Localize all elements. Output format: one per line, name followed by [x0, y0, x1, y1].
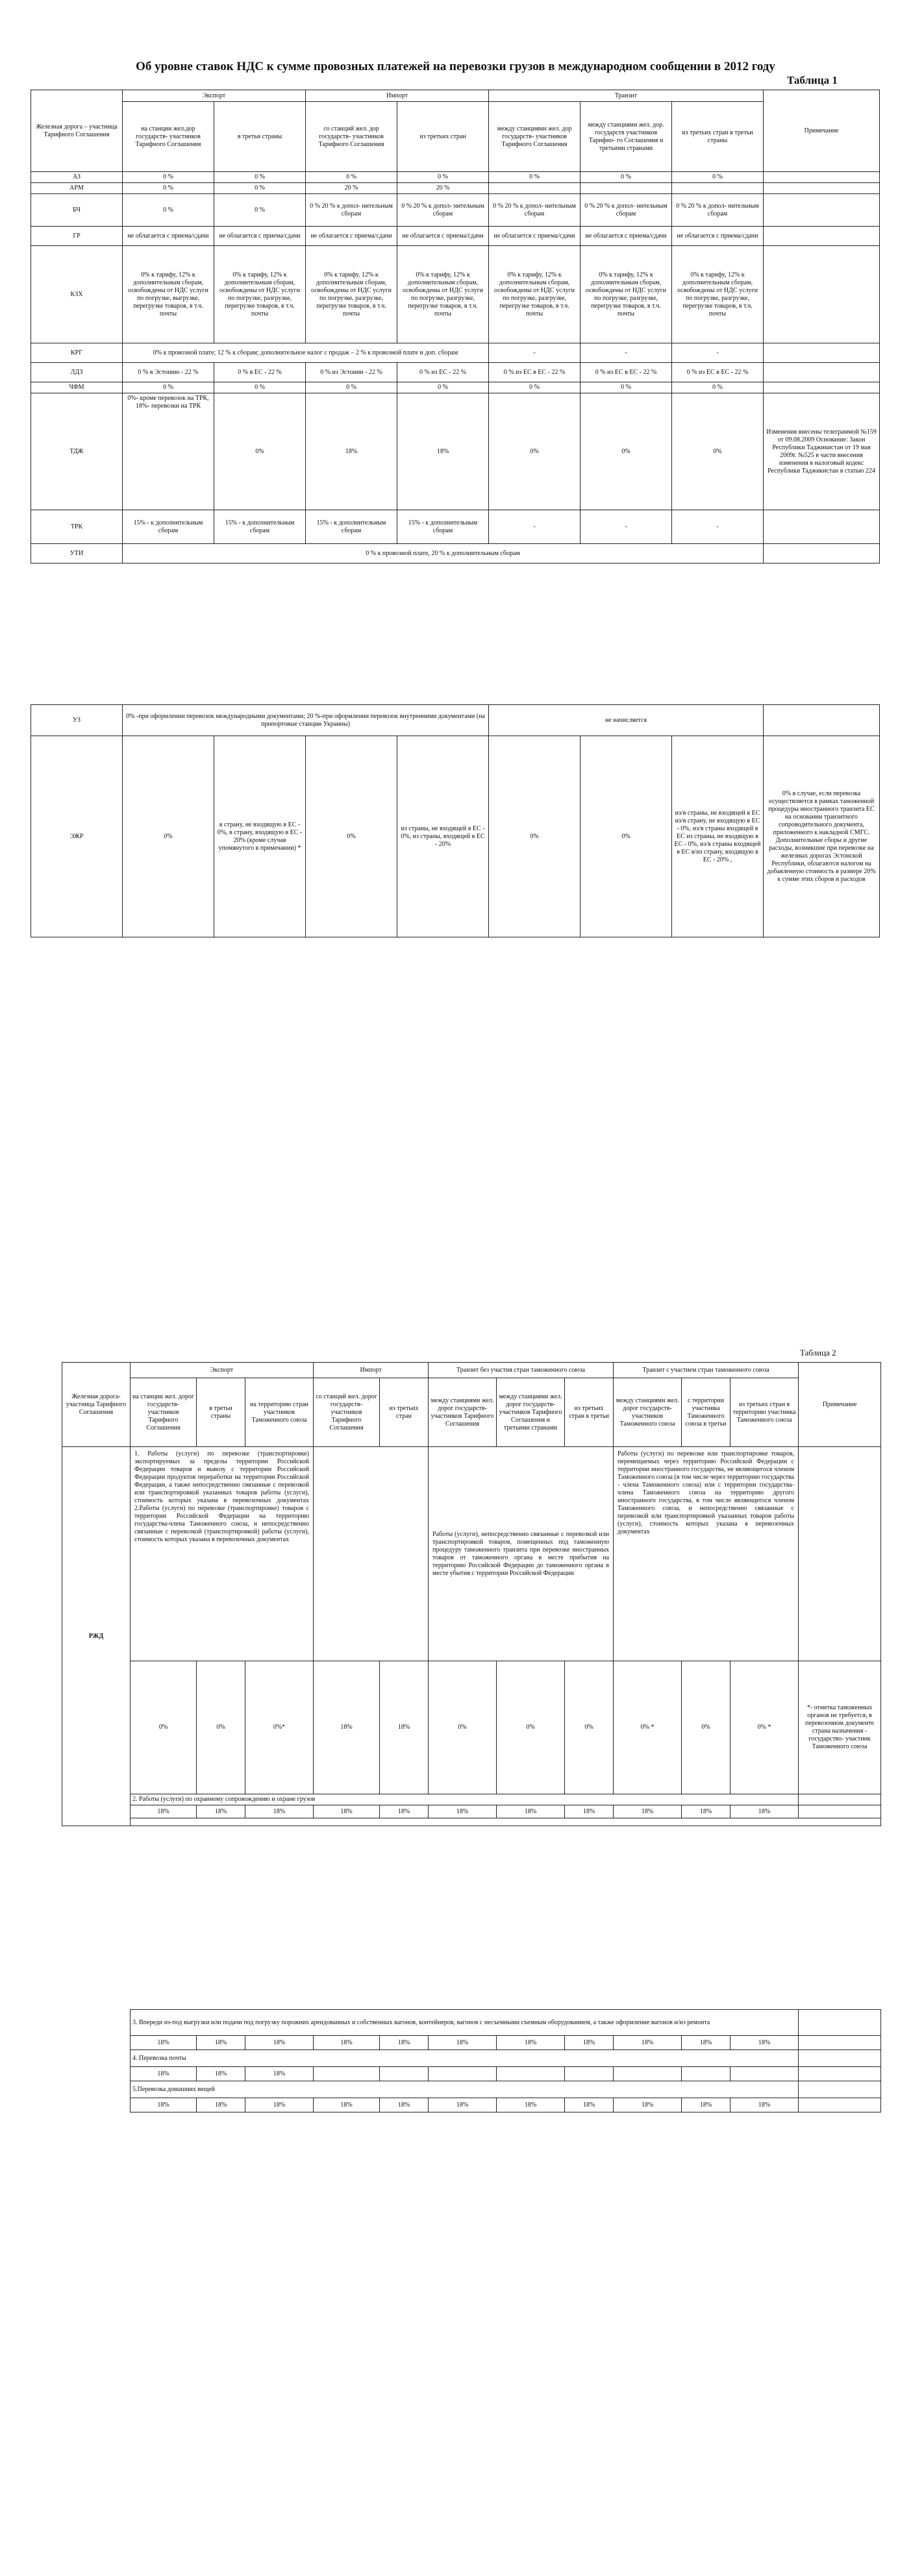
- rate-cell: 18%: [682, 2098, 730, 2112]
- row-name: БЧ: [31, 194, 123, 227]
- cell: 15% - к дополнительным сборам: [123, 510, 214, 544]
- rate-cell: 18%: [245, 2067, 314, 2081]
- cell: 0 %: [214, 172, 306, 183]
- cell: не облагается с приема/сдачи: [306, 227, 397, 246]
- table-row: [31, 343, 880, 363]
- row-name: ТРК: [31, 510, 123, 544]
- cell: 0%: [123, 736, 214, 937]
- table-row: [62, 1661, 881, 1794]
- rate-cell: 0%*: [245, 1661, 314, 1794]
- cell-note: Изменения внесены телеграммой №159 от 09.08.2009 Основание: Закон Республики Таджикистан от 19 мая 2009г. №525 в части внесения изменения в налоговый кодекс Республики Таджикистан в статью 224: [764, 393, 880, 510]
- rate-cell: 18%: [565, 2036, 614, 2050]
- cell: 0 %: [489, 172, 580, 183]
- spacer: [131, 1818, 881, 1826]
- rate-cell: 18%: [429, 2098, 497, 2112]
- cell-span: 0% к провозной плате; 12 % к сборам; дополнительное налог с продаж – 2 % к провозной плате и доп. сборам: [123, 343, 489, 363]
- cell: 0 %: [580, 382, 672, 393]
- rate-cell: 18%: [730, 2036, 799, 2050]
- cell: [314, 2067, 380, 2081]
- cell: -: [580, 343, 672, 363]
- cell: 0 %: [672, 172, 764, 183]
- cell: 0% к тарифу, 12% к дополнительным сборам, освобождены от НДС услуги по погрузке, разгрузке, перегрузке товаров, в т.ч. почты: [489, 246, 580, 343]
- rate-cell: 18%: [497, 2098, 565, 2112]
- cell: -: [672, 343, 764, 363]
- table2-label: Таблица 2: [800, 1348, 836, 1357]
- header-col: между станциями жел. дорог государств- участников Таможенного союза: [614, 1378, 682, 1447]
- rate-cell: 18%: [245, 2098, 314, 2112]
- cell: 0%: [672, 393, 764, 510]
- cell: 0 %: [397, 382, 489, 393]
- table-row: [31, 183, 880, 194]
- vat-table-1: [31, 90, 880, 564]
- rate-cell: 18%: [730, 2098, 799, 2112]
- table-row: [31, 736, 880, 937]
- cell: 0 %: [214, 183, 306, 194]
- rate-cell: 18%: [314, 2098, 380, 2112]
- rate-cell: 0%: [682, 1661, 730, 1794]
- cell: из/в страны, не входящей в ЕС из/в страну, не входящую в ЕС - 0%, из/в страны входящей в ЕС из страны, не входящую в ЕС - 0%, из/в страны входящей в ЕС в/из страну, входящую в ЕС - 20% ,: [672, 736, 764, 937]
- table-row: [131, 2036, 881, 2050]
- cell: [429, 2067, 497, 2081]
- table-row: [31, 194, 880, 227]
- group-import: Импорт: [314, 1363, 429, 1378]
- row-name: АЗ: [31, 172, 123, 183]
- cell-note: [764, 510, 880, 544]
- table-row: [62, 1805, 881, 1818]
- cell-note: [799, 1447, 881, 1661]
- cell: [565, 2067, 614, 2081]
- cell: 20 %: [397, 183, 489, 194]
- cell: 0 %: [306, 172, 397, 183]
- rate-cell: 18%: [429, 2036, 497, 2050]
- row-name-rjd: РЖД: [62, 1447, 131, 1826]
- cell: 0 % 20 % к допол- нительным сборам: [580, 194, 672, 227]
- cell: 0%: [580, 393, 672, 510]
- header-col: между станциями жел. дорог государств- участников Тарифного Соглашения и третьими странами: [497, 1378, 565, 1447]
- rate-cell: 18%: [429, 1805, 497, 1818]
- cell-note: 0% в случае, если перевозка осуществляется в рамках таможенной процедуры иностранного транзита ЕС на основании транзитного сопроводительного документа, приложенного к накладной СМГС. Дополнительные сборы и другие расходы, возникшие при перевозке на железных дорогах Эстонской Республики, облагаются налогом на добавленную стоимость в размере 20% к сумме этих сборов и расходов: [764, 736, 880, 937]
- header-col: между станциями жел. дор государств- участников Тарифного Соглашения: [489, 102, 580, 172]
- row-name: УТИ: [31, 544, 123, 564]
- rate-cell: 18%: [131, 2098, 197, 2112]
- cell-note: [799, 2098, 881, 2112]
- header-railway: Железная дорога- участница Тарифного Соглашения: [62, 1363, 131, 1447]
- cell: 0 % 20 % к допол- нительным сборам: [672, 194, 764, 227]
- group-transit-no-customs: Транзит без участия стран таможенного союза: [429, 1363, 614, 1378]
- header-col: из третьих стран в третьи: [565, 1378, 614, 1447]
- rate-cell: 18%: [614, 1805, 682, 1818]
- group-export: Экспорт: [131, 1363, 314, 1378]
- cell-span: 0% -при оформлении перевозок международными документами; 20 %-при оформлении перевозок внутренними документами (на припортовые станции Украины): [123, 705, 489, 736]
- table-row: [131, 2067, 881, 2081]
- rate-cell: 18%: [131, 1805, 197, 1818]
- cell: [380, 2067, 429, 2081]
- cell: -: [580, 510, 672, 544]
- rate-cell: 18%: [497, 2036, 565, 2050]
- cell: 0 % в ЕС - 22 %: [214, 363, 306, 382]
- rate-cell: 18%: [314, 1805, 380, 1818]
- section-label: 2. Работы (услуги) по охранному сопровождению и охране грузов: [131, 1794, 799, 1805]
- cell-note: [764, 194, 880, 227]
- cell: 0 %: [214, 382, 306, 393]
- rate-cell: 18%: [380, 1661, 429, 1794]
- cell-note: [764, 183, 880, 194]
- rate-cell: 18%: [565, 2098, 614, 2112]
- page-title: Об уровне ставок НДС к сумме провозных платежей на перевозки грузов в международном сообщении в 2012 году: [136, 60, 775, 73]
- row-name: ЧФМ: [31, 382, 123, 393]
- cell-transit-yes-text: Работы (услуги) по перевозке или транспортировке товаров, перемещаемых через территорию Российской Федерации с территории иностранного государства, не являющегося членом Таможенного союза (в том числе через территорию государства - члена Таможенного союза) или с территории государства-члена Таможенного союза на территорию другого иностранного государства, в том числе являющегося членом Таможенного союза, и непосредственно связанные с перевозкой или транспортировкой указанных товаров работы (услуги), стоимость которых указана в перевозочных документах: [614, 1447, 799, 1661]
- cell-note: [764, 705, 880, 736]
- cell-note: [764, 343, 880, 363]
- header-col: из третьих стран в территорию участника Таможенного союза: [730, 1378, 799, 1447]
- cell: [489, 183, 580, 194]
- cell: 0% к тарифу, 12% к дополнительным сборам, освобождены от НДС услуги по погрузке, разгрузке, перегрузке товаров, в т.ч. почты: [397, 246, 489, 343]
- cell-span: 0 % к провозной плате, 20 % к дополнительным сборам: [123, 544, 764, 564]
- rate-cell: 0%: [497, 1661, 565, 1794]
- cell: 0 % в Эстонию - 22 %: [123, 363, 214, 382]
- rate-cell: 18%: [197, 2036, 245, 2050]
- header-railway: Железная дорога – участница Тарифного Соглашения: [31, 90, 123, 172]
- header-col: на станции жел. дорог государств- участников Тарифного Соглашения: [131, 1378, 197, 1447]
- cell: 0%: [580, 736, 672, 937]
- rate-cell: 18%: [245, 2036, 314, 2050]
- rate-cell: 18%: [614, 2036, 682, 2050]
- cell-note: [799, 1794, 881, 1805]
- cell: 0% к тарифу, 12% к дополнительным сборам, освобождены от НДС услуги по погрузке, разгрузке, перегрузке товаров, в т.ч. почты: [580, 246, 672, 343]
- cell-note: [764, 227, 880, 246]
- cell: 0 % из ЕС - 22 %: [397, 363, 489, 382]
- group-export: Экспорт: [123, 90, 306, 102]
- rate-cell: 18%: [197, 2098, 245, 2112]
- table-row: [131, 2010, 881, 2036]
- table-row: [31, 172, 880, 183]
- cell-note: [764, 382, 880, 393]
- table-row: [62, 1447, 881, 1661]
- cell: 0 % из ЕС в ЕС - 22 %: [580, 363, 672, 382]
- cell: 0 % из ЕС в ЕС - 22 %: [672, 363, 764, 382]
- header-col: между станциями жел. дор. государств участников Тарифно- го Соглашения и третьими странами: [580, 102, 672, 172]
- header-col: на станции жел.дор государств- участников Тарифного Соглашения: [123, 102, 214, 172]
- header-col: на территорию стран участников Таможенного союза: [245, 1378, 314, 1447]
- cell: из страны, не входящей в ЕС - 0%, из страны, входящей в ЕС - 20%: [397, 736, 489, 937]
- cell: 0 %: [672, 382, 764, 393]
- rate-cell: 18%: [314, 1661, 380, 1794]
- header-col: в третьи страны: [214, 102, 306, 172]
- cell: -: [672, 510, 764, 544]
- rate-cell: 18%: [497, 1805, 565, 1818]
- cell-export-text: 1. Работы (услуги) по перевозке (транспортировке) экспортируемых за пределы территории Российской Федерации товаров и вывозу с территории Российской Федерации продуктов переработки на территории Российской Федерации, а также непосредственно связанные с перевозкой или транспортировкой указанных товаров работы (услуги), стоимость которых указана в перевозочных документах 2.Работы (услуги) по перевозке (транспортировке) товаров с территории Российской Федерации на территорию государства-члена Таможенного союза, и непосредственно связанные с перевозкой (транспортировкой) работы (услуги), стоимость которых указана в перевозочных документах: [131, 1447, 314, 1661]
- cell: 0 % из Эстонии - 22 %: [306, 363, 397, 382]
- cell: 0% к тарифу, 12% к дополнительным сборам, освобождены от НДС услуги по погрузке, разгрузке, перегрузке товаров, в т.ч. почты: [672, 246, 764, 343]
- rate-cell: 18%: [380, 2036, 429, 2050]
- cell: [614, 2067, 682, 2081]
- cell: в страну, не входящую в ЕС - 0%, в страну, входящую в ЕС - 20% (кроме случая упомянутого в примечании) *: [214, 736, 306, 937]
- cell: не облагается с приема/сдачи: [214, 227, 306, 246]
- table-row: [31, 363, 880, 382]
- header-col: в третьи страны: [197, 1378, 245, 1447]
- rate-cell: 0%: [131, 1661, 197, 1794]
- row-name: ТДЖ: [31, 393, 123, 510]
- cell-note: [799, 1805, 881, 1818]
- cell: [682, 2067, 730, 2081]
- cell: 15% - к дополнительным сборам: [306, 510, 397, 544]
- table-row: [131, 2050, 881, 2067]
- cell: [672, 183, 764, 194]
- cell: -: [489, 343, 580, 363]
- cell: [730, 2067, 799, 2081]
- row-name: КРГ: [31, 343, 123, 363]
- rate-cell: 0%: [197, 1661, 245, 1794]
- cell-transit-no-text: Работы (услуги), непосредственно связанные с перевозкой или транспортировкой товаров, помещенных под таможенную процедуру таможенного транзита при перевозке иностранных товаров от таможенного органа в месте прибытия на территорию Российской Федерации до таможенного органа в месте убытия с территории Российской Федерации: [429, 1447, 614, 1661]
- cell-note: [799, 2010, 881, 2036]
- cell: 0%: [489, 393, 580, 510]
- table1-label: Таблица 1: [787, 74, 838, 86]
- group-transit-customs: Транзит с участием стран таможенного союза: [614, 1363, 799, 1378]
- rate-cell: 18%: [614, 2098, 682, 2112]
- cell-note: [799, 2036, 881, 2050]
- table-row: [31, 382, 880, 393]
- cell-note: [764, 544, 880, 564]
- rate-cell: 0%: [429, 1661, 497, 1794]
- rate-cell: 0%: [565, 1661, 614, 1794]
- vat-table-2-continued: [130, 2009, 881, 2112]
- rate-cell: 18%: [565, 1805, 614, 1818]
- row-name: ЭЖР: [31, 736, 123, 937]
- vat-table-1-continued: [31, 704, 880, 937]
- header-col: со станций жел. дорог государств- участников Тарифного Соглашения: [314, 1378, 380, 1447]
- cell-note: [764, 246, 880, 343]
- cell-note: [764, 172, 880, 183]
- cell: 0%: [306, 736, 397, 937]
- cell: 0%: [214, 393, 306, 510]
- rate-cell: 0% *: [614, 1661, 682, 1794]
- cell: 0 % 20 % к допол- нительным сборам: [306, 194, 397, 227]
- table-row: [62, 1794, 881, 1805]
- row-name: ЛДЗ: [31, 363, 123, 382]
- table-row: [31, 393, 880, 510]
- rate-cell: 18%: [245, 1805, 314, 1818]
- rate-cell: 18%: [197, 2067, 245, 2081]
- row-name: ГР: [31, 227, 123, 246]
- group-transit: Транзит: [489, 90, 764, 102]
- table-row: [31, 544, 880, 564]
- cell: 0 %: [306, 382, 397, 393]
- table-row: [131, 2098, 881, 2112]
- cell: 0 %: [580, 172, 672, 183]
- cell: не облагается с приема/сдачи: [123, 227, 214, 246]
- cell: не облагается с приема/сдачи: [397, 227, 489, 246]
- header-col: из третьих стран: [380, 1378, 429, 1447]
- table-row: [131, 2081, 881, 2098]
- cell-span: не начисляется: [489, 705, 764, 736]
- rate-cell: 18%: [682, 1805, 730, 1818]
- vat-table-2: [62, 1362, 881, 1826]
- cell: не облагается с приема/сдачи: [489, 227, 580, 246]
- cell: 0 %: [214, 194, 306, 227]
- cell: 0 %: [123, 172, 214, 183]
- cell: 0% к тарифу, 12% к дополнительным сборам, освобождены от НДС услуги по погрузке, выгрузке, перегрузке товаров, в т.ч. почты: [123, 246, 214, 343]
- group-import: Импорт: [306, 90, 489, 102]
- section-label: 3. Впереди из-под выгрузки или подачи под погрузку порожних арендованных и собственных вагонов, контейнеров, вагонов с несъемными съемным оборудованием, а также оформление вагонов и/из ремонта: [131, 2010, 799, 2036]
- header-col: из третьих стран в третьи страны: [672, 102, 764, 172]
- cell: 0% к тарифу, 12% к дополнительным сборам, освобождены от НДС услуги по погрузке, разгрузке, перегрузке товаров, в т.ч. почты: [214, 246, 306, 343]
- header-note: Примечание: [764, 90, 880, 172]
- cell-note: [799, 2081, 881, 2098]
- header-col: из третьих стран: [397, 102, 489, 172]
- table-row: [31, 227, 880, 246]
- rate-cell: 18%: [131, 2067, 197, 2081]
- table-row: [31, 246, 880, 343]
- cell: 0 %: [489, 382, 580, 393]
- row-name: АРМ: [31, 183, 123, 194]
- cell: 18%: [397, 393, 489, 510]
- rate-cell: 18%: [380, 1805, 429, 1818]
- cell: 20 %: [306, 183, 397, 194]
- table-row: [31, 510, 880, 544]
- rate-cell: 18%: [131, 2036, 197, 2050]
- cell: 0% к тарифу, 12% к дополнительным сборам, освобождены от НДС услуги по погрузке, разгрузке, перегрузке товаров, в т.ч. почты: [306, 246, 397, 343]
- rate-cell: 18%: [197, 1805, 245, 1818]
- rate-cell: 18%: [380, 2098, 429, 2112]
- rate-cell: 0% *: [730, 1661, 799, 1794]
- rate-cell: 18%: [314, 2036, 380, 2050]
- cell: [314, 1447, 429, 1661]
- cell: не облагается с приема/сдачи: [580, 227, 672, 246]
- cell: не облагается с приема/сдачи: [672, 227, 764, 246]
- cell: 15% - к дополнительным сборам: [214, 510, 306, 544]
- header-col: с территории участника Таможенного союза в третьи: [682, 1378, 730, 1447]
- cell: 0 %: [123, 183, 214, 194]
- cell-note: [799, 2050, 881, 2067]
- cell: 0%: [489, 736, 580, 937]
- row-name: УЗ: [31, 705, 123, 736]
- cell: 0 %: [123, 194, 214, 227]
- cell: 0 % 20 % к допол- нительным сборам: [489, 194, 580, 227]
- cell: 18%: [306, 393, 397, 510]
- cell: 0 % 20 % к допол- нительным сборам: [397, 194, 489, 227]
- cell: 0 % из ЕС в ЕС - 22 %: [489, 363, 580, 382]
- cell: [497, 2067, 565, 2081]
- cell: -: [489, 510, 580, 544]
- cell: 0%- кроме перевозок на ТРК, 18%- перевозки на ТРК: [123, 393, 214, 510]
- cell: 15% - к дополнительным сборам: [397, 510, 489, 544]
- row-name: КЗХ: [31, 246, 123, 343]
- cell: 0 %: [397, 172, 489, 183]
- rate-cell: 18%: [730, 1805, 799, 1818]
- cell-note: [799, 2067, 881, 2081]
- cell: 0 %: [123, 382, 214, 393]
- section-label: 5.Перевозка домашних вещей: [131, 2081, 799, 2098]
- section-label: 4. Перевозка почты: [131, 2050, 799, 2067]
- header-col: со станций жел. дор государств- участников Тарифного Соглашения: [306, 102, 397, 172]
- cell: [580, 183, 672, 194]
- header-col: между станциями жел. дорог государств- участников Тарифного Соглашения: [429, 1378, 497, 1447]
- table-row: [31, 705, 880, 736]
- rate-cell: 18%: [682, 2036, 730, 2050]
- header-note: Примечание: [799, 1363, 881, 1447]
- cell-note: [764, 363, 880, 382]
- cell-note: *- отметка таможенных органов не требуется, в перевозочном документе страна назначения - государство- участник Таможенного союза: [799, 1661, 881, 1794]
